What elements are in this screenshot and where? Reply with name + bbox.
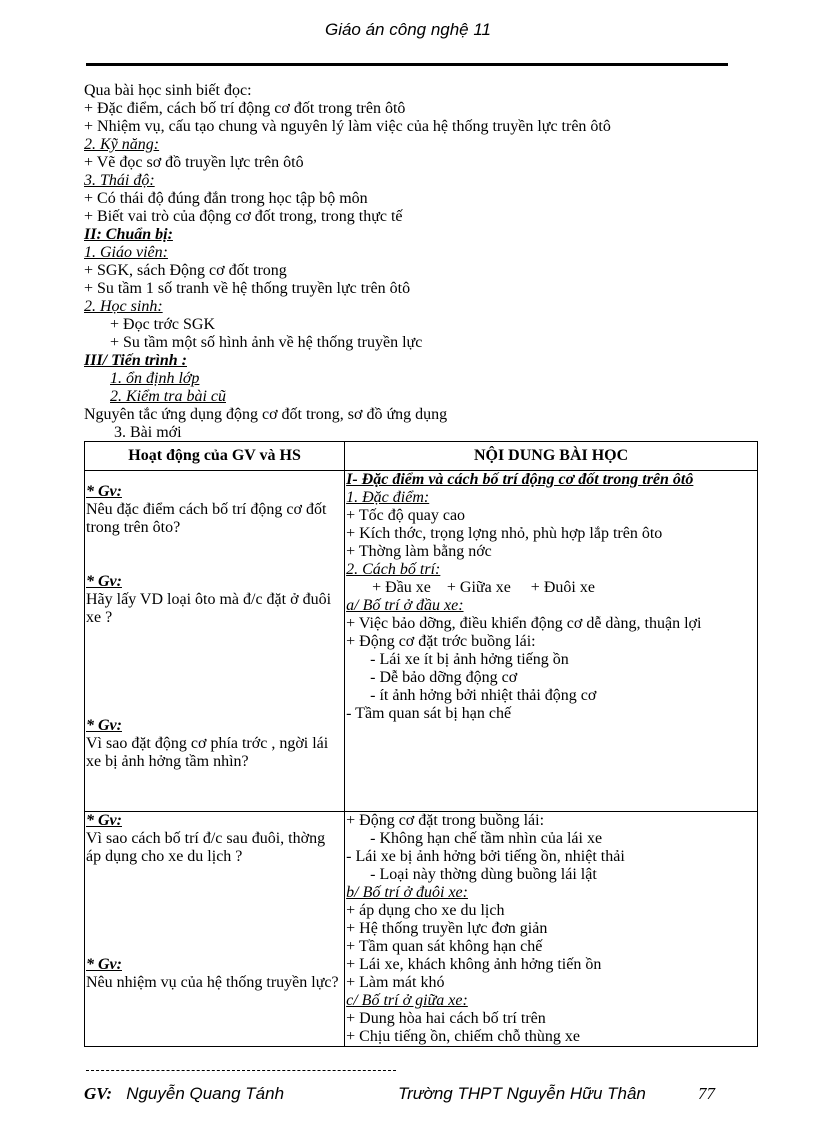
subheading: a/ Bố trí ở đầu xe:: [346, 597, 464, 614]
col-header-activities: Hoạt động của GV và HS: [85, 442, 345, 471]
footer-school: Trường THPT Nguyễn Hữu Thân: [398, 1084, 646, 1103]
section-title: I- Đặc điểm và cách bố trí động cơ đốt trong trên ôtô: [346, 471, 694, 488]
teacher-line: + Su tầm 1 số tranh về hệ thống truyền lực trên ôtô: [84, 280, 411, 297]
lesson-table: [84, 441, 758, 1047]
table-row: [85, 812, 758, 1047]
content-line: + Lái xe, khách không ảnh hởng tiến ồn: [346, 956, 602, 973]
gv-label: * Gv:: [86, 717, 122, 734]
content-cell: [345, 471, 758, 812]
student-line: + Đọc trớc SGK: [110, 316, 216, 333]
gv-question: Vì sao đặt động cơ phía trớc , ngời lái xe bị ảnh hởng tầm nhìn?: [86, 735, 329, 770]
teacher-line: + SGK, sách Động cơ đốt trong: [84, 262, 287, 279]
content-line: + Việc bảo dỡng, điều khiển động cơ dễ dàng, thuận lợi: [346, 615, 702, 632]
lesson-intro: [84, 82, 734, 442]
activity-cell: [85, 471, 345, 812]
gv-question: Hãy lấy VD loại ôto mà đ/c đặt ở đuôi xe ?: [86, 591, 332, 626]
teacher-heading: 1. Giáo viên:: [84, 244, 168, 261]
gv-question: Nêu nhiệm vụ của hệ thống truyền lực?: [86, 974, 339, 991]
gv-label: * Gv:: [86, 812, 122, 829]
content-dash-line: - ít ảnh hởng bởi nhiệt thải động cơ: [370, 687, 597, 704]
table-header-row: [85, 442, 758, 471]
page-header-title: Giáo án công nghệ 11: [324, 20, 492, 39]
content-line: + áp dụng cho xe du lịch: [346, 902, 505, 919]
content-line: - Lái xe bị ảnh hởng bởi tiếng ồn, nhiệt thải: [346, 848, 625, 865]
table-row: [85, 471, 758, 812]
content-line: + Đầu xe + Giữa xe + Đuôi xe: [372, 579, 595, 596]
page-footer: [84, 1084, 724, 1104]
content-dash-line: - Lái xe ít bị ảnh hởng tiếng ồn: [370, 651, 569, 668]
content-line: + Động cơ đặt trong buồng lái:: [346, 812, 545, 829]
col-header-content: NỘI DUNG BÀI HỌC: [345, 442, 758, 471]
skill-line: + Vẽ đọc sơ đồ truyền lực trên ôtô: [84, 154, 304, 171]
skill-heading: 2. Kỹ năng:: [84, 136, 160, 153]
content-line: + Tốc độ quay cao: [346, 507, 466, 524]
content-dash-line: - Dễ bảo dỡng động cơ: [370, 669, 518, 686]
content-line: + Hệ thống truyền lực đơn giản: [346, 920, 548, 937]
new-lesson-line: 3. Bài mới: [114, 424, 182, 441]
intro-line: + Đặc điểm, cách bố trí động cơ đốt trong trên ôtô: [84, 100, 406, 117]
footer-page-number: 77: [698, 1084, 715, 1103]
gv-question: Vì sao cách bố trí đ/c sau đuôi, thờng áp dụng cho xe du lịch ?: [86, 830, 326, 865]
prep-heading: II: Chuẩn bị:: [84, 226, 173, 243]
attitude-line: + Biết vai trò của động cơ đốt trong, trong thực tế: [84, 208, 403, 225]
content-dash-line: - Loại này thờng dùng buồng lái lật: [370, 866, 597, 883]
content-line: + Chịu tiếng ồn, chiếm chỗ thùng xe: [346, 1028, 580, 1045]
subheading: c/ Bố trí ở giữa xe:: [346, 992, 468, 1009]
activity-cell: [85, 812, 345, 1047]
gv-question: Nêu đặc điểm cách bố trí động cơ đốt trong trên ôto?: [86, 501, 327, 536]
content-line: + Động cơ đặt trớc buồng lái:: [346, 633, 536, 650]
footer-teacher-name: Nguyễn Quang Tánh: [126, 1084, 285, 1103]
subheading: 2. Cách bố trí:: [346, 561, 441, 578]
student-line: + Su tầm một số hình ảnh về hệ thống truyền lực: [110, 334, 423, 351]
content-dash-line: - Không hạn chế tầm nhìn của lái xe: [370, 830, 603, 847]
process-item: 1. ổn định lớp: [110, 370, 200, 387]
header-divider: [86, 63, 728, 66]
student-heading: 2. Học sinh:: [84, 298, 163, 315]
content-line: - Tầm quan sát bị hạn chế: [346, 705, 512, 722]
subheading: 1. Đặc điểm:: [346, 489, 430, 506]
footer-divider: [86, 1070, 396, 1071]
review-line: Nguyên tắc ứng dụng động cơ đốt trong, sơ đồ ứng dụng: [84, 406, 448, 423]
gv-label: * Gv:: [86, 573, 122, 590]
intro-line: + Nhiệm vụ, cấu tạo chung và nguyên lý làm việc của hệ thống truyền lực trên ôtô: [84, 118, 611, 135]
content-line: + Kích thớc, trọng lợng nhỏ, phù hợp lắp trên ôto: [346, 525, 663, 542]
attitude-line: + Có thái độ đúng đắn trong học tập bộ môn: [84, 190, 368, 207]
attitude-heading: 3. Thái độ:: [84, 172, 155, 189]
process-item: 2. Kiểm tra bài cũ: [110, 388, 226, 405]
content-line: + Tầm quan sát không hạn chế: [346, 938, 543, 955]
process-heading: III/ Tiến trình :: [84, 352, 187, 369]
subheading: b/ Bố trí ở đuôi xe:: [346, 884, 468, 901]
content-cell: [345, 812, 758, 1047]
intro-line: Qua bài học sinh biết đọc:: [84, 82, 252, 99]
content-line: + Làm mát khó: [346, 974, 445, 991]
content-line: + Thờng làm bằng nớc: [346, 543, 492, 560]
content-line: + Dung hòa hai cách bố trí trên: [346, 1010, 546, 1027]
footer-gv-label: GV:: [84, 1084, 113, 1103]
gv-label: * Gv:: [86, 483, 122, 500]
gv-label: * Gv:: [86, 956, 122, 973]
